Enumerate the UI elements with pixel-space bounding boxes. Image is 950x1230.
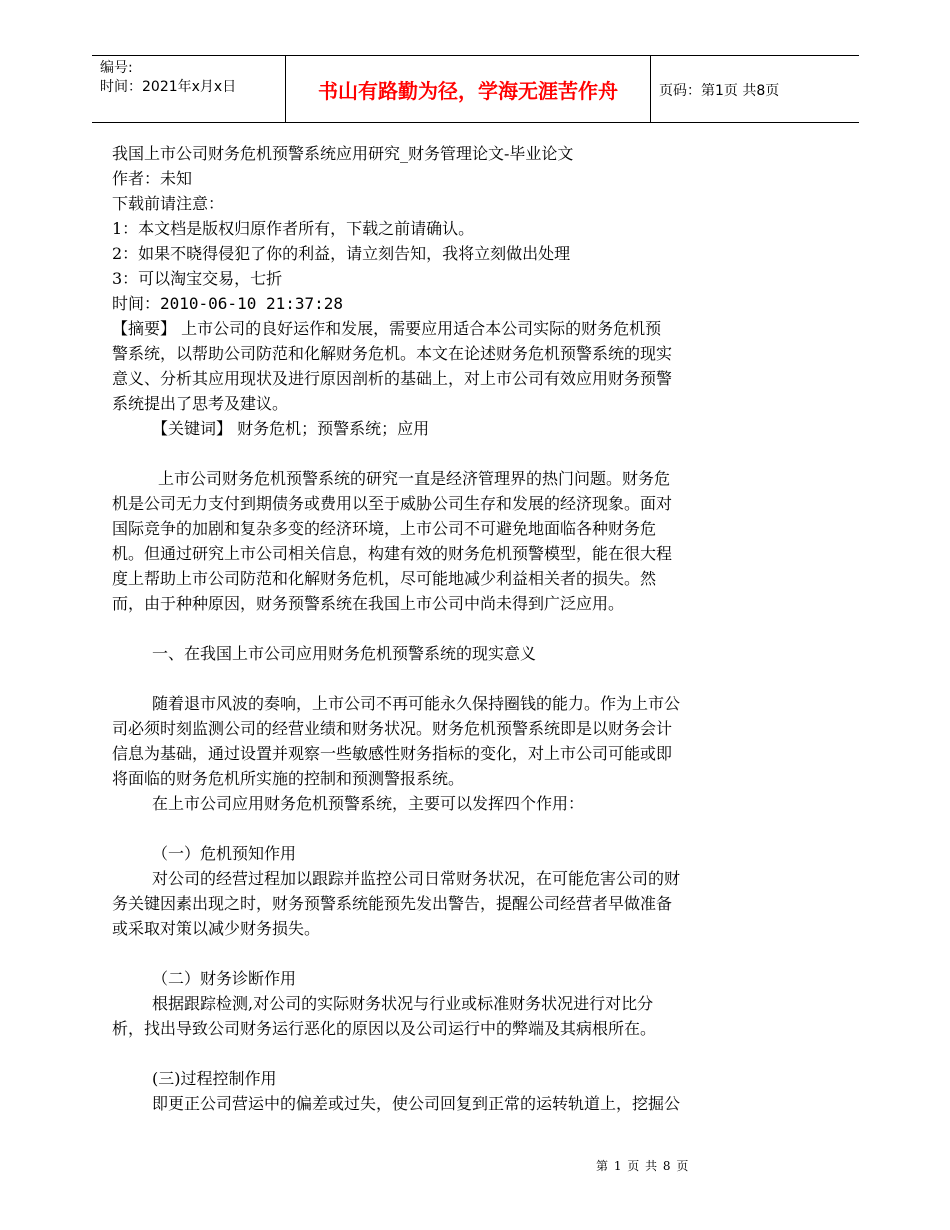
abstract-line: 【摘要】 上市公司的良好运作和发展，需要应用适合本公司实际的财务危机预 [112, 319, 662, 338]
subsection-line: 或采取对策以减少财务损失。 [112, 919, 321, 938]
keywords: 【关键词】 财务危机；预警系统；应用 [152, 419, 430, 438]
intro-line: 国际竞争的加剧和复杂多变的经济环境，上市公司不可避免地面临各种财务危 [112, 519, 657, 538]
abstract-line: 系统提出了思考及建议。 [112, 394, 289, 413]
section-summary: 在上市公司应用财务危机预警系统，主要可以发挥四个作用： [152, 794, 585, 813]
notice-item-3: 3：可以淘宝交易，七折 [112, 269, 283, 288]
intro-line: 机。但通过研究上市公司相关信息，构建有效的财务危机预警模型，能在很大程 [112, 544, 673, 563]
article-time: 时间：2010-06-10 21:37:28 [112, 294, 344, 313]
subsection-line: 务关键因素出现之时，财务预警系统能预先发出警告，提醒公司经营者早做准备 [112, 894, 673, 913]
subsection-line: 析，找出导致公司财务运行恶化的原因以及公司运行中的弊端及其病根所在。 [112, 1019, 657, 1038]
header-meta [100, 59, 236, 97]
section-line: 信息为基础，通过设置并观察一些敏感性财务指标的变化，对上市公司可能或即 [112, 744, 673, 763]
header-page-info: 页码：第1页 共8页 [659, 83, 780, 99]
intro-line: 度上帮助上市公司防范和化解财务危机，尽可能地减少利益相关者的损失。然 [112, 569, 657, 588]
subsection-line: 对公司的经营过程加以跟踪并监控公司日常财务状况，在可能危害公司的财 [152, 869, 681, 888]
article-title: 我国上市公司财务危机预警系统应用研究_财务管理论文-毕业论文 [112, 144, 574, 163]
page-header [92, 55, 859, 123]
header-motto: 书山有路勤为径，学海无涯苦作舟 [285, 56, 651, 122]
notice-item-1: 1：本文档是版权归原作者所有，下载之前请确认。 [112, 219, 475, 238]
subsection-line: 根据跟踪检测,对公司的实际财务状况与行业或标准财务状况进行对比分 [152, 994, 654, 1013]
intro-line: 上市公司财务危机预警系统的研究一直是经济管理界的热门问题。财务危 [158, 469, 671, 488]
subsection-line: 即更正公司营运中的偏差或过失，使公司回复到正常的运转轨道上，挖掘公 [152, 1094, 681, 1113]
document-body [112, 141, 772, 1116]
intro-line: 而，由于种种原因，财务预警系统在我国上市公司中尚未得到广泛应用。 [112, 594, 625, 613]
section-line: 随着退市风波的奏响，上市公司不再可能永久保持圈钱的能力。作为上市公 [152, 694, 681, 713]
subsection-heading: (三)过程控制作用 [152, 1069, 277, 1088]
subsection-heading: （一）危机预知作用 [152, 844, 297, 863]
intro-line: 机是公司无力支付到期债务或费用以至于威胁公司生存和发展的经济现象。面对 [112, 494, 673, 513]
abstract-line: 意义、分析其应用现状及进行原因剖析的基础上，对上市公司有效应用财务预警 [112, 369, 673, 388]
document-number-label: 编号: [100, 60, 133, 76]
section-heading: 一、在我国上市公司应用财务危机预警系统的现实意义 [152, 644, 537, 663]
section-line: 将面临的财务危机所实施的控制和预测警报系统。 [112, 769, 465, 788]
abstract-line: 警系统，以帮助公司防范和化解财务危机。本文在论述财务危机预警系统的现实 [112, 344, 673, 363]
section-line: 司必须时刻监测公司的经营业绩和财务状况。财务危机预警系统即是以财务会计 [112, 719, 673, 738]
page-footer: 第 1 页 共 8 页 [596, 1159, 690, 1173]
notice-item-2: 2：如果不晓得侵犯了你的利益，请立刻告知，我将立刻做出处理 [112, 244, 571, 263]
article-author: 作者：未知 [112, 169, 193, 188]
document-time-label: 时间：2021年x月x日 [100, 79, 237, 95]
subsection-heading: （二）财务诊断作用 [152, 969, 297, 988]
notice-heading: 下载前请注意： [112, 194, 225, 213]
